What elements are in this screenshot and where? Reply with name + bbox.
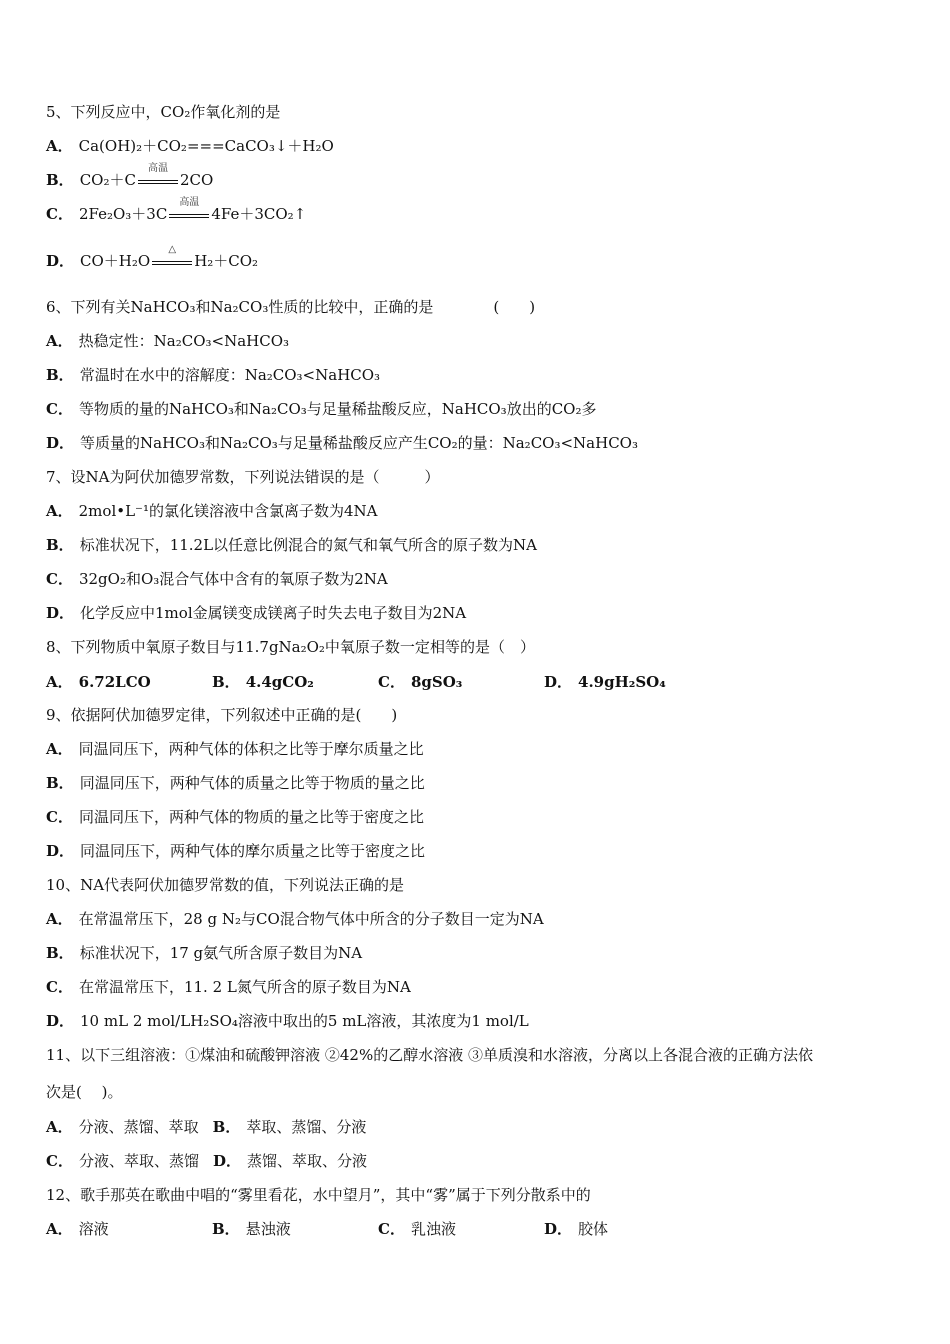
- question-9-option-a: A． 同温同压下，两种气体的体积之比等于摩尔质量之比: [46, 740, 424, 758]
- question-5-stem: 5、下列反应中，CO₂作氧化剂的是: [46, 103, 281, 121]
- question-6-stem: 6、下列有关NaHCO₃和Na₂CO₃性质的比较中，正确的是 ( ): [46, 298, 536, 316]
- question-9-option-b: B． 同温同压下，两种气体的质量之比等于物质的量之比: [46, 774, 425, 792]
- question-11-stem: 11、以下三组溶液：①煤油和硫酸钾溶液 ②42%的乙醇水溶液 ③单质溴和水溶液，分离以上各混合液的正确方法依: [46, 1046, 813, 1064]
- question-7-option-a: A． 2mol•L⁻¹的氯化镁溶液中含氯离子数为4NA: [46, 502, 378, 520]
- question-11-option-d: D． 蒸馏、萃取、分液: [212, 1152, 367, 1170]
- question-11-option-a: A． 分液、蒸馏、萃取: [46, 1118, 199, 1136]
- question-11-stem-cont: 次是( )。: [46, 1083, 123, 1101]
- question-5-option-a: A． Ca(OH)₂＋CO₂===CaCO₃↓＋H₂O: [46, 137, 334, 155]
- question-10-option-b: B． 标准状况下，17 g氨气所含原子数目为NA: [46, 944, 363, 962]
- question-8-option-a: A． 6.72LCO: [46, 673, 151, 691]
- question-8-option-d: D． 4.9gH₂SO₄: [544, 673, 666, 691]
- question-12-option-d: D． 胶体: [544, 1220, 609, 1238]
- reaction-condition: 高温: [167, 204, 211, 224]
- question-8-option-b: B． 4.4gCO₂: [212, 673, 314, 691]
- question-7-option-b: B． 标准状况下，11.2L以任意比例混合的氮气和氧气所含的原子数为NA: [46, 536, 538, 554]
- question-11-options-ab: [46, 1117, 366, 1137]
- question-6-option-a: A． 热稳定性：Na₂CO₃<NaHCO₃: [46, 332, 290, 350]
- question-12-option-a: A． 溶液: [46, 1220, 109, 1238]
- question-6-option-b: B． 常温时在水中的溶解度：Na₂CO₃<NaHCO₃: [46, 366, 381, 384]
- question-8-options: [46, 672, 666, 692]
- reaction-condition: 高温: [136, 170, 180, 190]
- question-7-option-c: C． 32gO₂和O₃混合气体中含有的氧原子数为2NA: [46, 570, 388, 588]
- question-11-option-b: B． 萃取、蒸馏、分液: [212, 1118, 367, 1136]
- question-8-option-c: C． 8gSO₃: [378, 673, 463, 691]
- question-9-option-d: D． 同温同压下，两种气体的摩尔质量之比等于密度之比: [46, 842, 426, 860]
- question-10-option-c: C． 在常温常压下，11. 2 L氮气所含的原子数目为NA: [46, 978, 411, 996]
- question-11-option-c: C． 分液、萃取、蒸馏: [46, 1152, 199, 1170]
- question-12-option-c: C． 乳浊液: [378, 1220, 456, 1238]
- question-7-option-d: D． 化学反应中1mol金属镁变成镁离子时失去电子数目为2NA: [46, 604, 467, 622]
- question-6-option-d: D． 等质量的NaHCO₃和Na₂CO₃与足量稀盐酸反应产生CO₂的量：Na₂CO₃<NaHCO₃: [46, 434, 638, 452]
- question-10-option-d: D． 10 mL 2 mol/LH₂SO₄溶液中取出的5 mL溶液，其浓度为1 mol/L: [46, 1012, 529, 1030]
- question-12-stem: 12、歌手那英在歌曲中唱的“雾里看花，水中望月”，其中“雾”属于下列分散系中的: [46, 1186, 591, 1204]
- question-12-option-b: B． 悬浊液: [212, 1220, 291, 1238]
- question-9-stem: 9、依据阿伏加德罗定律，下列叙述中正确的是( ): [46, 706, 398, 724]
- question-11-options-cd: [46, 1151, 367, 1171]
- question-8-stem: 8、下列物质中氧原子数目与11.7gNa₂O₂中氧原子数一定相等的是（ ）: [46, 638, 535, 656]
- question-7-stem: 7、设NA为阿伏加德罗常数，下列说法错误的是（ ）: [46, 468, 440, 486]
- question-9-option-c: C． 同温同压下，两种气体的物质的量之比等于密度之比: [46, 808, 424, 826]
- question-6-option-c: C． 等物质的量的NaHCO₃和Na₂CO₃与足量稀盐酸反应，NaHCO₃放出的CO₂多: [46, 400, 597, 418]
- question-12-options: [46, 1219, 608, 1239]
- question-10-option-a: A． 在常温常压下，28 g N₂与CO混合物气体中所含的分子数目一定为NA: [46, 910, 544, 928]
- question-5-option-b: B． CO₂＋C 高温 2CO: [46, 163, 214, 189]
- reaction-condition: △: [150, 251, 194, 271]
- question-10-stem: 10、NA代表阿伏加德罗常数的值，下列说法正确的是: [46, 876, 405, 894]
- question-5-option-c: C． 2Fe₂O₃＋3C 高温 4Fe＋3CO₂↑: [46, 197, 307, 223]
- question-5-option-d: D． CO＋H₂O △ H₂＋CO₂: [46, 244, 259, 270]
